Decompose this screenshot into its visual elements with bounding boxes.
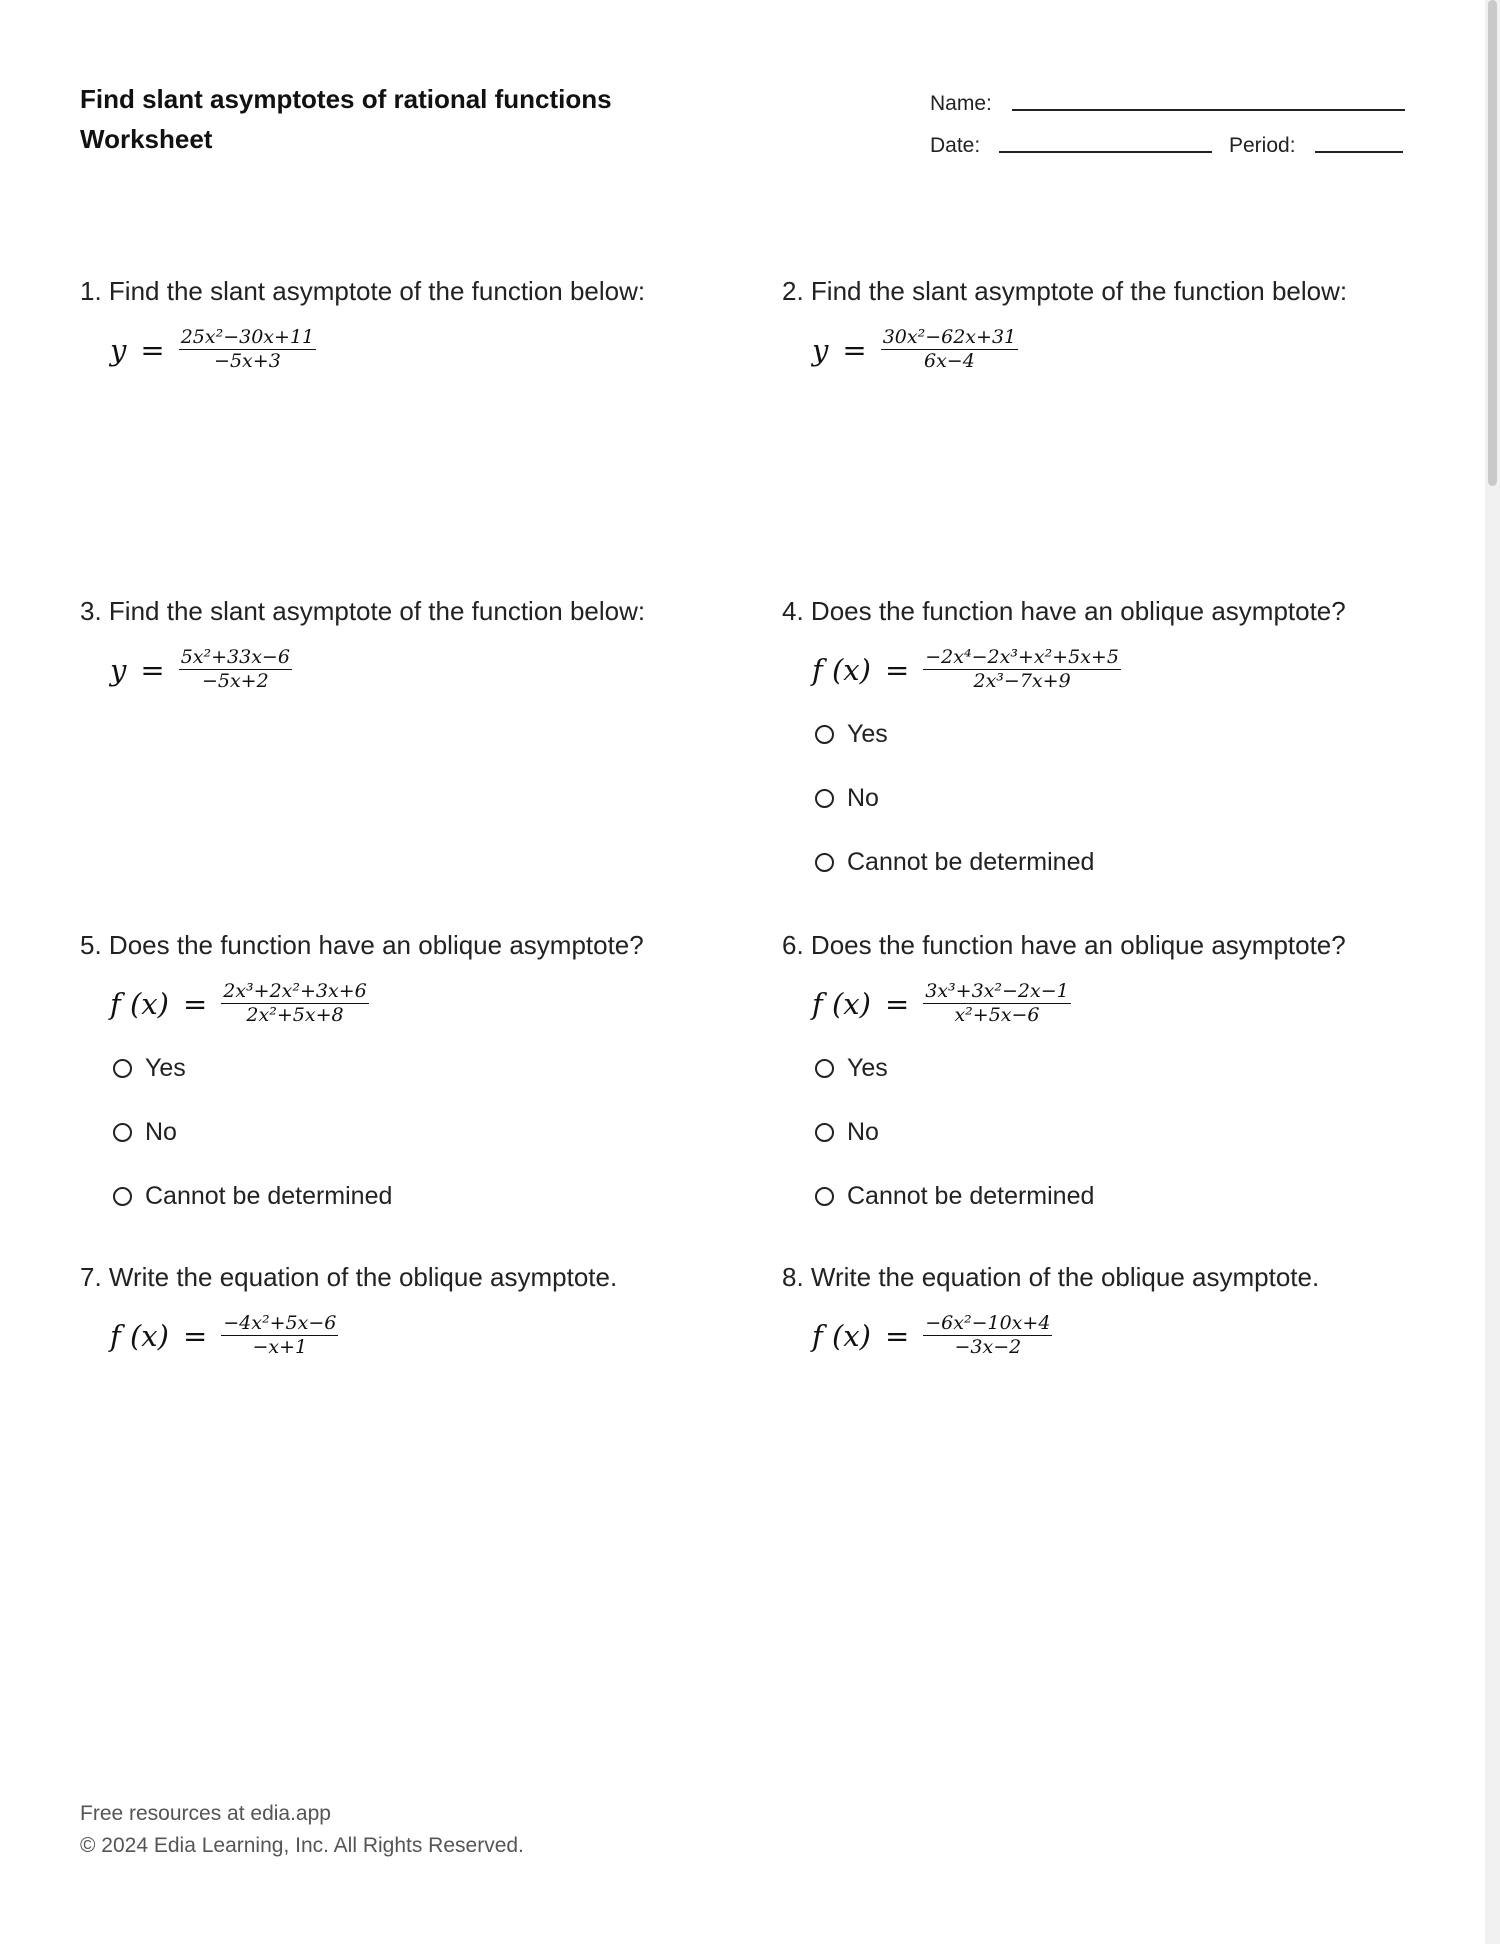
scrollbar-thumb[interactable] xyxy=(1488,0,1497,486)
question-number: 5. xyxy=(80,930,102,960)
fraction xyxy=(221,981,369,1026)
option-label: No xyxy=(847,783,879,812)
option-label: No xyxy=(847,1117,879,1146)
radio-circle-icon[interactable] xyxy=(815,1123,834,1142)
question-prompt: Write the equation of the oblique asymptote. xyxy=(810,1262,1320,1292)
denominator: −5x+2 xyxy=(201,670,269,692)
function-formula xyxy=(110,1313,760,1358)
function-formula xyxy=(812,647,1462,692)
equals-sign: = xyxy=(182,986,208,1021)
numerator: 2x³+2x²+3x+6 xyxy=(223,980,367,1002)
question-prompt: Find the slant asymptote of the function below: xyxy=(108,276,646,306)
function-formula xyxy=(110,981,760,1026)
name-field[interactable] xyxy=(1012,109,1405,111)
option-label: Cannot be determined xyxy=(847,1181,1095,1210)
question-1 xyxy=(80,275,760,372)
function-formula xyxy=(812,981,1462,1026)
option-cannot-be-determined[interactable] xyxy=(113,1180,760,1212)
radio-circle-icon[interactable] xyxy=(815,789,834,808)
formula-lhs: f (x) xyxy=(110,986,169,1021)
option-cannot-be-determined[interactable] xyxy=(815,1180,1462,1212)
option-label: Cannot be determined xyxy=(145,1181,393,1210)
numerator: 25x²−30x+11 xyxy=(180,326,315,348)
equals-sign: = xyxy=(884,986,910,1021)
question-number: 7. xyxy=(80,1262,102,1292)
numerator: −6x²−10x+4 xyxy=(925,1312,1051,1334)
radio-circle-icon[interactable] xyxy=(815,853,834,872)
question-3 xyxy=(80,595,760,692)
option-label: Yes xyxy=(847,719,888,748)
question-number: 8. xyxy=(782,1262,804,1292)
question-number: 2. xyxy=(782,276,804,306)
function-formula xyxy=(110,647,760,692)
option-no[interactable] xyxy=(815,782,1462,814)
function-formula xyxy=(812,1313,1462,1358)
equals-sign: = xyxy=(182,1318,208,1353)
radio-circle-icon[interactable] xyxy=(815,725,834,744)
option-no[interactable] xyxy=(815,1116,1462,1148)
option-label: No xyxy=(145,1117,177,1146)
fraction xyxy=(923,647,1121,692)
formula-lhs: f (x) xyxy=(812,986,871,1021)
radio-circle-icon[interactable] xyxy=(113,1187,132,1206)
denominator: 2x²+5x+8 xyxy=(246,1004,344,1026)
question-7 xyxy=(80,1261,760,1358)
formula-lhs: y xyxy=(110,652,127,687)
denominator: −3x−2 xyxy=(954,1336,1022,1358)
function-formula xyxy=(812,327,1462,372)
formula-lhs: f (x) xyxy=(812,652,871,687)
worksheet-title: Find slant asymptotes of rational functions xyxy=(80,84,612,114)
denominator: −5x+3 xyxy=(214,350,281,372)
numerator: −4x²+5x−6 xyxy=(223,1312,337,1334)
radio-circle-icon[interactable] xyxy=(815,1059,834,1078)
question-number: 4. xyxy=(782,596,804,626)
question-number: 6. xyxy=(782,930,804,960)
option-cannot-be-determined[interactable] xyxy=(815,846,1462,878)
question-prompt: Write the equation of the oblique asymptote. xyxy=(108,1262,618,1292)
date-label: Date: xyxy=(930,134,981,157)
equals-sign: = xyxy=(884,652,910,687)
vertical-scrollbar[interactable] xyxy=(1485,0,1500,1944)
worksheet-subtitle: Worksheet xyxy=(80,124,213,154)
date-field[interactable] xyxy=(999,151,1212,153)
question-prompt: Find the slant asymptote of the function below: xyxy=(810,276,1348,306)
question-prompt: Does the function have an oblique asymptote? xyxy=(810,930,1346,960)
question-number: 1. xyxy=(80,276,102,306)
radio-circle-icon[interactable] xyxy=(113,1059,132,1078)
equals-sign: = xyxy=(140,332,165,367)
question-prompt: Does the function have an oblique asymptote? xyxy=(108,930,644,960)
function-formula xyxy=(110,327,760,372)
equals-sign: = xyxy=(884,1318,910,1353)
answer-options xyxy=(113,1052,760,1212)
option-yes[interactable] xyxy=(815,718,1462,750)
option-no[interactable] xyxy=(113,1116,760,1148)
radio-circle-icon[interactable] xyxy=(815,1187,834,1206)
numerator: 5x²+33x−6 xyxy=(180,646,290,668)
option-label: Yes xyxy=(145,1053,186,1082)
formula-lhs: y xyxy=(110,332,127,367)
numerator: 3x³+3x²−2x−1 xyxy=(925,980,1069,1002)
numerator: 30x²−62x+31 xyxy=(882,326,1017,348)
question-number: 3. xyxy=(80,596,102,626)
denominator: x²+5x−6 xyxy=(954,1004,1040,1026)
option-yes[interactable] xyxy=(815,1052,1462,1084)
fraction xyxy=(221,1313,338,1358)
numerator: −2x⁴−2x³+x²+5x+5 xyxy=(925,646,1119,668)
period-label: Period: xyxy=(1229,134,1296,157)
question-2 xyxy=(782,275,1462,372)
fraction xyxy=(923,981,1071,1026)
name-label: Name: xyxy=(930,92,992,115)
denominator: 2x³−7x+9 xyxy=(973,670,1071,692)
fraction xyxy=(179,327,316,372)
option-label: Yes xyxy=(847,1053,888,1082)
question-prompt: Does the function have an oblique asymptote? xyxy=(810,596,1346,626)
question-prompt: Find the slant asymptote of the function below: xyxy=(108,596,646,626)
question-4 xyxy=(782,595,1462,910)
formula-lhs: f (x) xyxy=(812,1318,871,1353)
formula-lhs: f (x) xyxy=(110,1318,169,1353)
denominator: −x+1 xyxy=(252,1336,308,1358)
fraction xyxy=(923,1313,1052,1358)
option-label: Cannot be determined xyxy=(847,847,1095,876)
answer-options xyxy=(815,718,1462,878)
fraction xyxy=(179,647,292,692)
equals-sign: = xyxy=(140,652,165,687)
equals-sign: = xyxy=(842,332,867,367)
denominator: 6x−4 xyxy=(924,350,975,372)
footer-resources-text: Free resources at edia.app xyxy=(80,1802,331,1825)
question-6 xyxy=(782,929,1462,1244)
option-yes[interactable] xyxy=(113,1052,760,1084)
radio-circle-icon[interactable] xyxy=(113,1123,132,1142)
period-field[interactable] xyxy=(1315,151,1403,153)
question-8 xyxy=(782,1261,1462,1358)
answer-options xyxy=(815,1052,1462,1212)
fraction xyxy=(881,327,1018,372)
question-5 xyxy=(80,929,760,1244)
footer-copyright: © 2024 Edia Learning, Inc. All Rights Reserved. xyxy=(80,1834,524,1857)
formula-lhs: y xyxy=(812,332,829,367)
